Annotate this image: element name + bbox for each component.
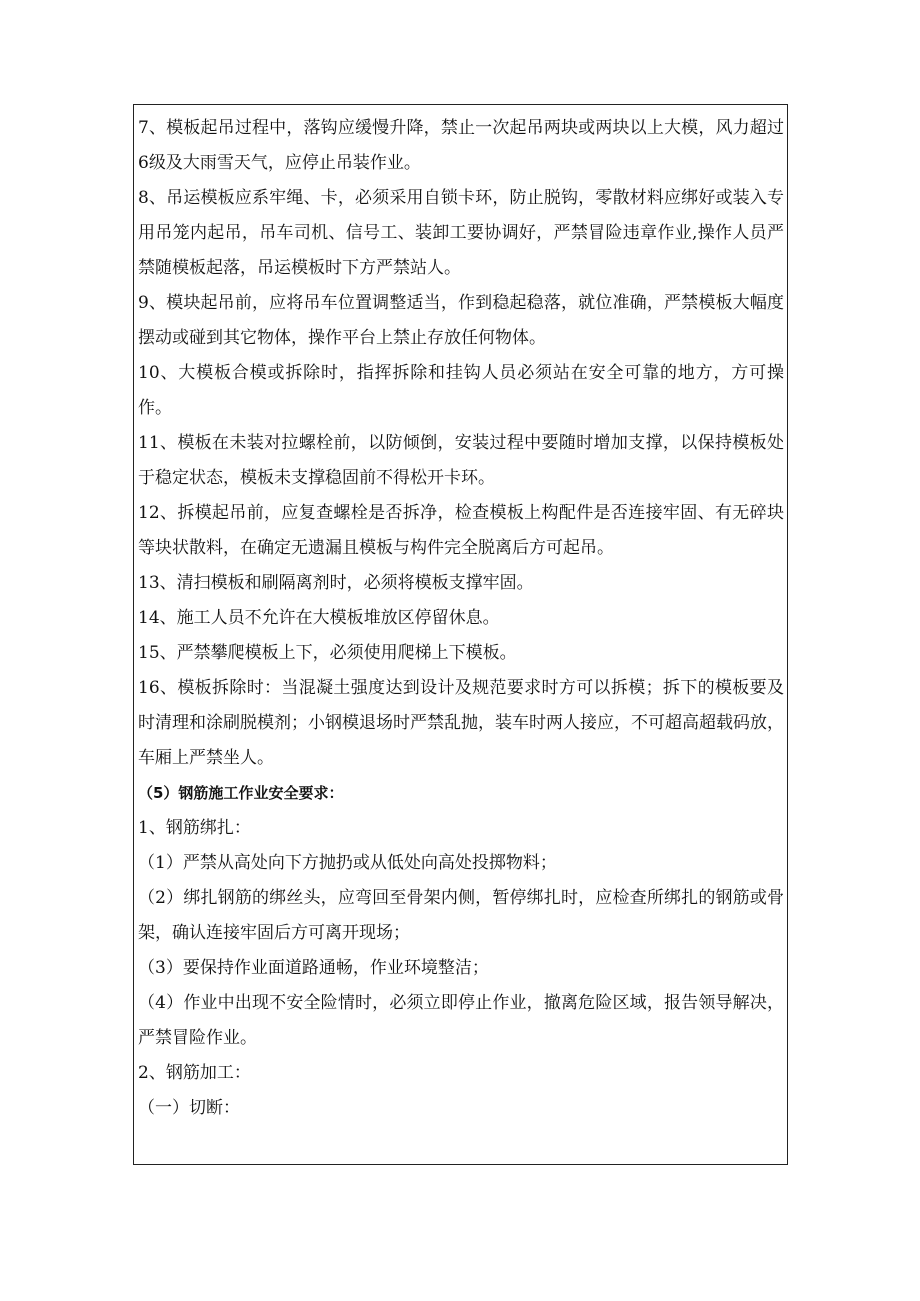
paragraph-item-12: 12、拆模起吊前，应复查螺栓是否拆净，检查模板上构配件是否连接牢固、有无碎块等块状散料，在确定无遗漏且模板与构件完全脱离后方可起吊。	[138, 503, 784, 558]
list-item-binding-2: （2）绑扎钢筋的绑丝头，应弯回至骨架内侧，暂停绑扎时，应检查所绑扎的钢筋或骨架，确认连接牢固后方可离开现场；	[138, 888, 784, 943]
paragraph-item-16: 16、模板拆除时：当混凝土强度达到设计及规范要求时方可以拆模；拆下的模板要及时清理和涂刷脱模剂；小钢模退场时严禁乱抛，装车时两人接应，不可超高超载码放，车厢上严禁坐人。	[138, 678, 784, 768]
paragraph-item-8: 8、吊运模板应系牢绳、卡，必须采用自锁卡环，防止脱钩，零散材料应绑好或装入专用吊笼内起吊，吊车司机、信号工、装卸工要协调好，严禁冒险违章作业,操作人员严禁随模板起落，吊运模板时下方严禁站人。	[138, 188, 784, 278]
paragraph-item-10: 10、大模板合模或拆除时，指挥拆除和挂钩人员必须站在安全可靠的地方，方可操作。	[138, 363, 784, 418]
paragraph-item-11: 11、模板在未装对拉螺栓前，以防倾倒，安装过程中要随时增加支撑，以保持模板处于稳定状态，模板未支撑稳固前不得松开卡环。	[138, 433, 784, 488]
subsection-heading-processing: 2、钢筋加工：	[138, 1063, 251, 1083]
paragraph-item-9: 9、模块起吊前，应将吊车位置调整适当，作到稳起稳落，就位准确，严禁模板大幅度摆动或碰到其它物体，操作平台上禁止存放任何物体。	[138, 293, 784, 348]
list-item-binding-1: （1）严禁从高处向下方抛扔或从低处向高处投掷物料；	[138, 853, 557, 873]
paragraph-item-14: 14、施工人员不允许在大模板堆放区停留休息。	[138, 608, 500, 628]
paragraph-item-13: 13、清扫模板和刷隔离剂时，必须将模板支撑牢固。	[138, 573, 534, 593]
subsection-heading-binding: 1、钢筋绑扎：	[138, 818, 251, 838]
document-frame	[133, 104, 788, 1165]
section-heading-rebar: （5）钢筋施工作业安全要求：	[138, 784, 344, 802]
list-item-binding-4: （4）作业中出现不安全险情时，必须立即停止作业，撤离危险区域，报告领导解决，严禁冒险作业。	[138, 993, 784, 1048]
paragraph-item-15: 15、严禁攀爬模板上下，必须使用爬梯上下模板。	[138, 643, 517, 663]
list-item-binding-3: （3）要保持作业面道路通畅，作业环境整洁；	[138, 958, 489, 978]
list-item-cutting: （一）切断：	[138, 1098, 240, 1118]
paragraph-item-7: 7、模板起吊过程中，落钩应缓慢升降，禁止一次起吊两块或两块以上大模，风力超过6级及大雨雪天气，应停止吊装作业。	[138, 118, 784, 173]
